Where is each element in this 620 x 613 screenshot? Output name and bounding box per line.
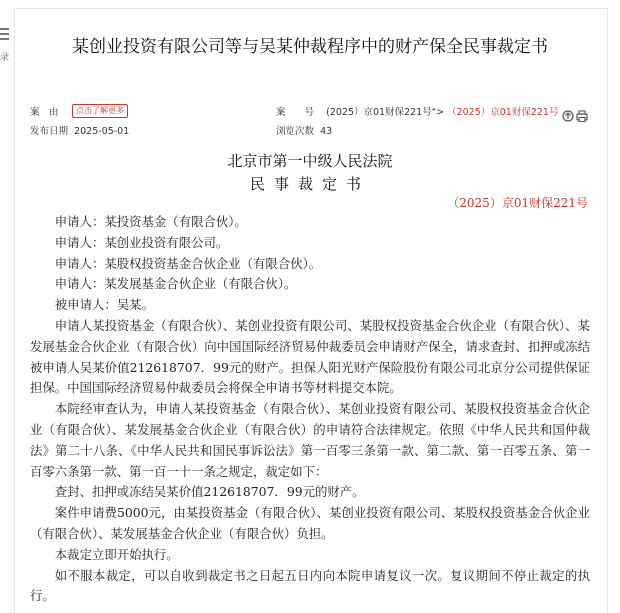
- expand-more-button[interactable]: 点击了解更多: [72, 104, 128, 118]
- paragraph: 被申请人：吴某。: [54, 297, 154, 313]
- upload-icon[interactable]: [563, 111, 573, 121]
- paragraph: 本裁定立即开始执行。: [54, 546, 179, 562]
- view-count-value: 43: [320, 126, 333, 137]
- paragraph: 申请人：某发展基金合伙企业（有限合伙）。: [54, 276, 297, 292]
- publish-date-value: 2025-05-01: [74, 126, 130, 137]
- ruling-body: [30, 212, 590, 607]
- paragraph: 申请人：某投资基金（有限合伙）。: [54, 214, 247, 229]
- case-value-link[interactable]: （2025）京01财保221号: [447, 107, 559, 118]
- print-icon[interactable]: [577, 111, 587, 122]
- paragraph: 申请人某投资基金（有限合伙）、某创业投资有限公司、某股权投资基金合伙企业（有限合伙）、某发展基金合伙企业（有限合伙）向中国国际经济贸易仲裁委员会申请财产保全，请求查封、扣押或冻结被申请人吴某价值212618707．99元的财产。担保人阳光财产保险股份有限公司北京分公司提供保证担保。中国国际经济贸易仲裁委员会将保全申请书等材料提交本院。: [30, 317, 590, 396]
- case-label: 案 号: [276, 107, 315, 118]
- paragraph: 查封、扣押或冻结吴某价值212618707．99元的财产。: [54, 484, 365, 500]
- ruling-type: 民事裁定书: [249, 175, 370, 193]
- paragraph: 本院经审查认为，申请人某投资基金（有限合伙）、某创业投资有限公司、某股权投资基金合伙企业（有限合伙）、某发展基金合伙企业（有限合伙）的申请符合法律规定。依照《中华人民共和国仲裁法》第二十八条、《中华人民共和国民事诉讼法》第一百零三条第一款、第二款、第一百零五条、第一百零六条第一款、第一百一十一条之规定，裁定如下：: [30, 401, 590, 479]
- cause-label: 案 由: [30, 107, 59, 118]
- ruling-case-number: （2025）京01财保221号: [447, 196, 588, 210]
- view-count: [276, 123, 332, 137]
- case-value-plain: (2025）京01财保221号">: [326, 107, 445, 118]
- document-title: 某创业投资有限公司等与吴某仲裁程序中的财产保全民事裁定书: [72, 37, 548, 57]
- paragraph: 申请人：某股权投资基金合伙企业（有限合伙）。: [54, 255, 322, 271]
- paragraph: 案件申请费5000元，由某投资基金（有限合伙）、某创业投资有限公司、某股权投资基金合伙企业（有限合伙）、某发展基金合伙企业（有限合伙）负担。: [30, 505, 590, 541]
- paragraph: 申请人：某创业投资有限公司。: [54, 234, 229, 250]
- publish-date: [30, 123, 129, 137]
- view-count-label: 浏览次数: [276, 126, 315, 137]
- sidebar-tab-label: 录: [0, 53, 10, 63]
- toolbar-icons: [562, 108, 588, 122]
- court-name: 北京市第一中级人民法院: [227, 152, 393, 170]
- case-field: [276, 104, 558, 118]
- paragraph: 如不服本裁定，可以自收到裁定书之日起五日内向本院申请复议一次。复议期间不停止裁定的执行。: [30, 567, 590, 604]
- publish-date-label: 发布日期: [30, 126, 69, 137]
